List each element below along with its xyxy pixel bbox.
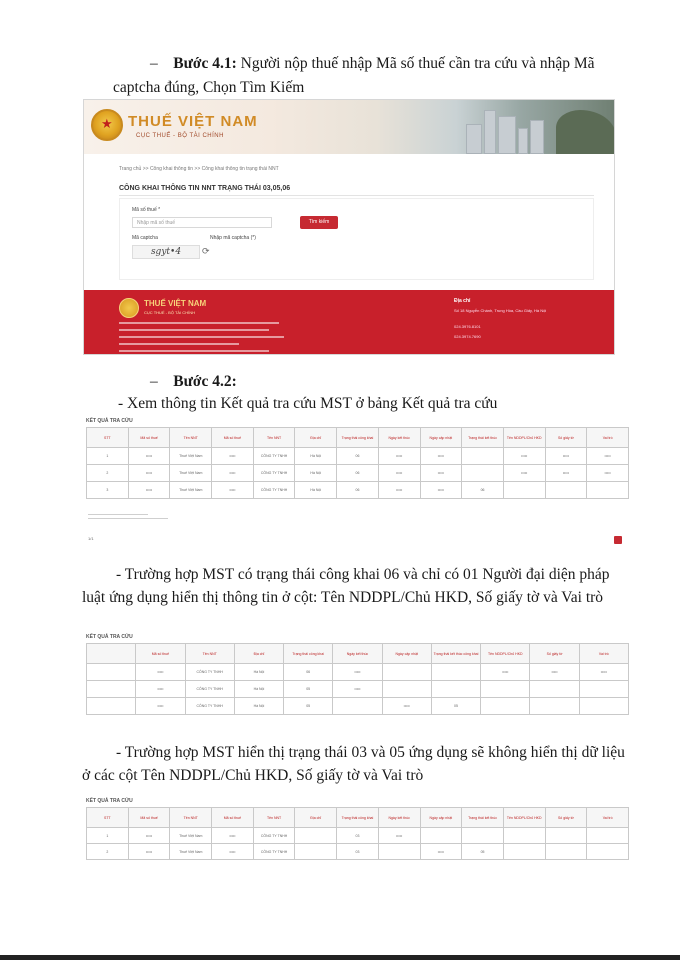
refresh-captcha-icon[interactable]: ⟳ [202, 246, 210, 256]
table-cell: ••••• [212, 844, 254, 860]
column-header: Vai trò [579, 644, 628, 664]
table-cell [587, 828, 629, 844]
step-4-1-text-1: Người nộp thuế nhập Mã số thuế cần tra cứu và nhập Mã [236, 55, 595, 72]
table-cell: Hà Nội [234, 698, 283, 715]
table-cell [378, 844, 420, 860]
table-cell [87, 698, 136, 715]
table-cell: Hà Nội [295, 448, 337, 465]
table-header-row [87, 644, 629, 664]
table-cell: Thuế Việt Nam [170, 448, 212, 465]
table-cell [462, 465, 504, 482]
footer-info-text [119, 322, 289, 355]
column-header: Địa chỉ [295, 428, 337, 448]
column-header: STT [87, 428, 129, 448]
table-1-footnotes [88, 514, 628, 522]
column-header: Địa chỉ [234, 644, 283, 664]
table-cell [333, 698, 382, 715]
table-cell: ••••• [136, 664, 185, 681]
mst-label: Mã số thuế * [132, 207, 161, 213]
column-header: Tên NNT [253, 808, 295, 828]
table-cell: ••••• [378, 828, 420, 844]
table-cell: ••••• [382, 698, 431, 715]
table-cell: CÔNG TY TNHH [253, 465, 295, 482]
column-header: STT [87, 808, 129, 828]
table-cell: ••••• [378, 448, 420, 465]
table-row [87, 482, 629, 499]
column-header: Ngày cập nhật [420, 808, 462, 828]
table-cell: CÔNG TY TNHH [185, 698, 234, 715]
table-cell: 05 [462, 844, 504, 860]
column-header: Trạng thái kết thúc [462, 428, 504, 448]
table-cell: 03 [337, 828, 379, 844]
column-header [87, 644, 136, 664]
column-header: Tên NDDPL/Chủ HKD [503, 428, 545, 448]
table-cell: ••••• [503, 465, 545, 482]
table-cell: 06 [284, 664, 333, 681]
table-cell: 2 [87, 844, 129, 860]
column-header: Vai trò [587, 428, 629, 448]
column-header: Mã số thuế [212, 428, 254, 448]
column-header: Số giấy tờ [545, 428, 587, 448]
step-4-2-text: - Xem thông tin Kết quả tra cứu MST ở bảng Kết quả tra cứu [118, 395, 498, 412]
column-header: Trạng thái công khai [284, 644, 333, 664]
table-cell: ••••• [378, 465, 420, 482]
table-cell: Thuế Việt Nam [170, 482, 212, 499]
column-header: Trạng thái công khai [337, 808, 379, 828]
table-cell [382, 681, 431, 698]
column-header: Địa chỉ [295, 808, 337, 828]
column-header: Trạng thái kết thúc [462, 808, 504, 828]
table-cell: ••••• [128, 482, 170, 499]
portal-footer [84, 290, 615, 355]
table-cell [87, 664, 136, 681]
table-cell [295, 844, 337, 860]
table-cell [545, 482, 587, 499]
table-cell: 06 [337, 482, 379, 499]
contact-title: Địa chỉ [454, 298, 471, 304]
table-cell [587, 482, 629, 499]
table-cell [579, 681, 628, 698]
table-cell: ••••• [128, 828, 170, 844]
landscape-illustration [556, 110, 615, 154]
table-cell [431, 681, 480, 698]
column-header: Tên NDDPL/Chủ HKD [503, 808, 545, 828]
table-cell: ••••• [378, 482, 420, 499]
column-header: Mã số thuế [128, 428, 170, 448]
column-header: Mã số thuế [128, 808, 170, 828]
table-cell: ••••• [128, 465, 170, 482]
column-header: Tên NDDPL/Chủ HKD [481, 644, 530, 664]
case-03-05-paragraph: - Trường hợp MST hiển thị trạng thái 03 và 05 ứng dụng sẽ không hiển thị dữ liệu ở các cột Tên NDDPL/Chủ HKD, Số giấy tờ và Vai trò [82, 744, 625, 784]
column-header: Tên NNT [170, 808, 212, 828]
step-4-1-line-2: captcha đúng, Chọn Tìm Kiếm [113, 79, 305, 96]
page-indicator: 1/1 [88, 536, 94, 541]
table-cell: CÔNG TY TNHH [253, 482, 295, 499]
table-cell: ••••• [333, 681, 382, 698]
table-cell [503, 844, 545, 860]
table-row [87, 448, 629, 465]
table-cell: ••••• [212, 828, 254, 844]
next-page-button[interactable] [614, 536, 622, 544]
table-cell: ••••• [212, 465, 254, 482]
table-cell: Thuế Việt Nam [170, 844, 212, 860]
table-cell: ••••• [128, 844, 170, 860]
column-header: Mã số thuế [212, 808, 254, 828]
divider [119, 195, 594, 196]
step-4-1-label: Bước 4.1: [173, 55, 237, 72]
step-4-2-label: Bước 4.2: [173, 373, 237, 390]
table-cell: CÔNG TY TNHH [185, 681, 234, 698]
table-cell [481, 698, 530, 715]
table-row [87, 681, 629, 698]
captcha-input-label: Nhập mã captcha (*) [210, 235, 256, 241]
table-cell: ••••• [212, 448, 254, 465]
table-cell: 1 [87, 448, 129, 465]
table-cell: 1 [87, 828, 129, 844]
table-cell: ••••• [136, 681, 185, 698]
captcha-label: Mã captcha [132, 235, 158, 241]
column-header: Ngày cập nhật [420, 428, 462, 448]
column-header: Vai trò [587, 808, 629, 828]
table-cell [87, 681, 136, 698]
captcha-image: sgyt•4 [132, 245, 200, 259]
column-header: Ngày kết thúc [378, 808, 420, 828]
result-table-2 [86, 634, 629, 715]
footer-emblem-icon [119, 298, 139, 318]
table-cell: 05 [431, 698, 480, 715]
table-cell: Hà Nội [234, 664, 283, 681]
national-emblem-icon [91, 109, 123, 141]
column-header: Ngày cập nhật [382, 644, 431, 664]
table-cell: Thuế Việt Nam [170, 465, 212, 482]
table-cell: CÔNG TY TNHH [253, 448, 295, 465]
table-caption: KẾT QUẢ TRA CỨU [86, 798, 133, 804]
table-cell: Hà Nội [295, 465, 337, 482]
table-cell: ••••• [481, 664, 530, 681]
column-header: Tên NNT [185, 644, 234, 664]
step-4-1-line-1 [150, 52, 595, 75]
table-cell [530, 698, 579, 715]
column-header: Trạng thái công khai [337, 428, 379, 448]
table-cell: ••••• [212, 482, 254, 499]
mst-input[interactable]: Nhập mã số thuế [132, 217, 272, 228]
column-header: Trạng thái kết thúc công khai [431, 644, 480, 664]
search-form [119, 198, 594, 280]
search-button[interactable]: Tìm kiếm [300, 216, 338, 229]
table-cell: 05 [284, 698, 333, 715]
table-cell: 05 [284, 681, 333, 698]
column-header: Tên NNT [253, 428, 295, 448]
table-row [87, 664, 629, 681]
contact-fax: 024.3974.7690 [454, 334, 481, 339]
table-cell: ••••• [545, 465, 587, 482]
table-cell: Hà Nội [295, 482, 337, 499]
table-cell: ••••• [503, 448, 545, 465]
table-cell: ••••• [587, 448, 629, 465]
table-cell [462, 828, 504, 844]
table-cell: CÔNG TY TNHH [253, 844, 295, 860]
breadcrumb: Trang chủ >> Công khai thông tin >> Công khai thông tin trạng thái NNT [119, 166, 279, 172]
table-row [87, 828, 629, 844]
table-cell: ••••• [420, 448, 462, 465]
table-cell: 2 [87, 465, 129, 482]
table-row [87, 844, 629, 860]
table-cell: ••••• [579, 664, 628, 681]
portal-brand-sub: CỤC THUẾ - BỘ TÀI CHÍNH [136, 133, 224, 139]
table-cell: ••••• [587, 465, 629, 482]
table-cell: ••••• [530, 664, 579, 681]
column-header: Mã số thuế [136, 644, 185, 664]
table-cell: Thuế Việt Nam [170, 828, 212, 844]
table-cell [431, 664, 480, 681]
table-cell [545, 828, 587, 844]
table-cell: 3 [87, 482, 129, 499]
page-title: CÔNG KHAI THÔNG TIN NNT TRẠNG THÁI 03,05,06 [119, 185, 291, 192]
table-caption: KẾT QUẢ TRA CỨU [86, 418, 133, 424]
dash: – [150, 55, 158, 72]
result-table-3 [86, 798, 629, 860]
dash: – [150, 373, 158, 390]
table-cell [503, 828, 545, 844]
table-cell: CÔNG TY TNHH [185, 664, 234, 681]
table-cell: CÔNG TY TNHH [253, 828, 295, 844]
table-cell: ••••• [136, 698, 185, 715]
footer-brand: THUẾ VIỆT NAM [144, 299, 207, 308]
page-bottom-edge [0, 955, 680, 960]
footer-brand-sub: CỤC THUẾ - BỘ TÀI CHÍNH [144, 310, 195, 315]
table-cell [462, 448, 504, 465]
column-header: Số giấy tờ [545, 808, 587, 828]
table-row [87, 698, 629, 715]
table-cell: ••••• [420, 465, 462, 482]
column-header: Tên NNT [170, 428, 212, 448]
table-cell [530, 681, 579, 698]
table-cell [545, 844, 587, 860]
table-cell: ••••• [420, 844, 462, 860]
table-cell: ••••• [420, 482, 462, 499]
table-cell: ••••• [128, 448, 170, 465]
portal-brand: THUẾ VIỆT NAM [128, 113, 258, 130]
result-table-1 [86, 418, 629, 499]
contact-phone: 024.3976.8101 [454, 324, 481, 329]
table-cell: Hà Nội [234, 681, 283, 698]
table-row [87, 465, 629, 482]
case-06-paragraph: - Trường hợp MST có trạng thái công khai 06 và chỉ có 01 Người đại diện pháp luật ứng dụng hiển thị thông tin ở cột: Tên NDDPL/Chủ HKD, Số giấy tờ và Vai trò [82, 566, 610, 606]
table-cell [382, 664, 431, 681]
step-4-2-heading [150, 370, 237, 393]
contact-address: Số 18 Nguyễn Chánh, Trung Hòa, Cầu Giấy, Hà Nội [454, 308, 547, 313]
column-header: Ngày kết thúc [333, 644, 382, 664]
tax-portal-screenshot [83, 99, 615, 355]
table-cell: 06 [462, 482, 504, 499]
table-cell: 06 [337, 465, 379, 482]
table-cell [481, 681, 530, 698]
table-cell: 03 [337, 844, 379, 860]
portal-banner [84, 100, 615, 154]
table-cell [420, 828, 462, 844]
table-cell: ••••• [545, 448, 587, 465]
table-cell [579, 698, 628, 715]
column-header: Số giấy tờ [530, 644, 579, 664]
table-cell: ••••• [333, 664, 382, 681]
table-cell [503, 482, 545, 499]
table-cell: 06 [337, 448, 379, 465]
column-header: Ngày kết thúc [378, 428, 420, 448]
pagination [88, 536, 628, 546]
table-cell [587, 844, 629, 860]
table-cell [295, 828, 337, 844]
table-header-row [87, 808, 629, 828]
table-header-row [87, 428, 629, 448]
table-caption: KẾT QUẢ TRA CỨU [86, 634, 133, 640]
